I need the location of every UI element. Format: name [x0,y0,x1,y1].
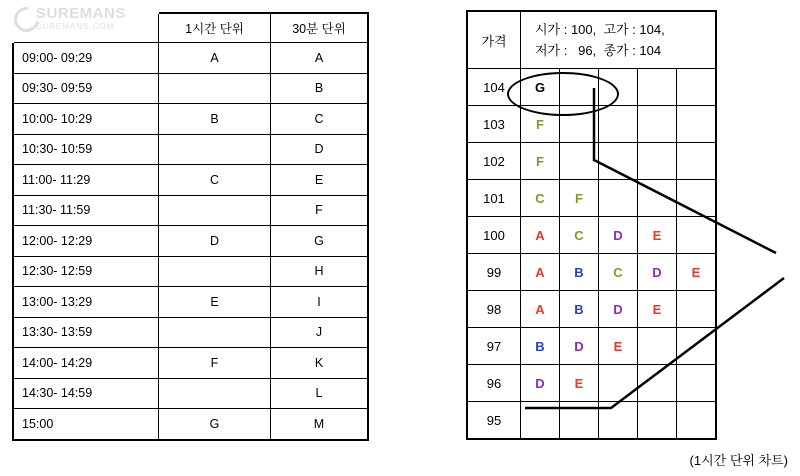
price-letter-cell [677,291,717,328]
time-range-cell: 14:00- 14:29 [13,348,159,379]
price-letter-cell [677,217,717,254]
table-row [467,402,716,440]
half-hour-unit-cell: K [271,348,369,379]
price-letter-cell: G [521,69,560,106]
price-letter-cell [599,365,638,402]
time-range-cell: 14:30- 14:59 [13,378,159,409]
price-letter-cell [560,106,599,143]
price-letter-cell: B [560,254,599,291]
hour-unit-cell: G [159,409,271,440]
time-range-cell: 13:30- 13:59 [13,317,159,348]
ohlc-info-line-1: 시가 : 100, 고가 : 104, [535,22,665,37]
price-letter-cell [677,106,717,143]
price-letter-cell: E [677,254,717,291]
price-letter-cell: D [599,291,638,328]
price-label-cell: 103 [467,106,521,143]
price-letter-cell [599,106,638,143]
time-table-header-half: 30분 단위 [271,13,369,43]
hour-unit-cell [159,317,271,348]
table-row [13,104,368,135]
price-letter-cell [638,328,677,365]
time-range-cell: 11:30- 11:59 [13,195,159,226]
price-letter-cell: D [638,254,677,291]
price-label-cell: 97 [467,328,521,365]
price-letter-cell: D [560,328,599,365]
table-row [13,317,368,348]
half-hour-unit-cell: L [271,378,369,409]
time-range-cell: 10:30- 10:59 [13,134,159,165]
time-unit-table [12,12,369,441]
time-range-cell: 09:00- 09:29 [13,43,159,74]
price-label-cell: 95 [467,402,521,440]
time-range-cell: 12:00- 12:29 [13,226,159,257]
chart-caption: (1시간 단위 차트) [689,453,788,468]
price-letter-cell [599,180,638,217]
price-letter-cell: F [521,106,560,143]
price-letter-cell [638,143,677,180]
table-row [13,134,368,165]
table-row [13,409,368,440]
hour-unit-cell: D [159,226,271,257]
price-letter-cell: A [521,254,560,291]
time-range-cell: 15:00 [13,409,159,440]
hour-unit-cell: B [159,104,271,135]
price-letter-cell [638,180,677,217]
price-letter-cell: F [521,143,560,180]
price-letter-cell: D [521,365,560,402]
price-label-cell: 99 [467,254,521,291]
price-letter-cell [560,402,599,440]
price-letter-cell: C [521,180,560,217]
half-hour-unit-cell: B [271,73,369,104]
price-header-cell: 가격 [467,11,521,69]
ohlc-info-cell [521,11,717,69]
ohlc-info-line-2: 저가 : 96, 종가 : 104 [535,43,662,58]
watermark-title: SUREMANS [36,5,126,22]
hour-unit-cell [159,256,271,287]
price-label-cell: 96 [467,365,521,402]
table-row [13,165,368,196]
hour-unit-cell: E [159,287,271,318]
table-row [467,217,716,254]
price-letter-cell: A [521,217,560,254]
price-label-cell: 102 [467,143,521,180]
time-table-header-row [13,13,368,43]
time-range-cell: 13:00- 13:29 [13,287,159,318]
hour-unit-cell [159,134,271,165]
time-range-cell: 12:30- 12:59 [13,256,159,287]
price-label-cell: 101 [467,180,521,217]
table-row [13,378,368,409]
price-letter-cell: C [599,254,638,291]
price-table-header-row [467,11,716,69]
hour-unit-cell: C [159,165,271,196]
price-letter-cell [638,365,677,402]
time-range-cell: 10:00- 10:29 [13,104,159,135]
table-row [13,43,368,74]
time-table-header-hour: 1시간 단위 [159,13,271,43]
half-hour-unit-cell: H [271,256,369,287]
half-hour-unit-cell: E [271,165,369,196]
price-letter-cell: E [599,328,638,365]
half-hour-unit-cell: G [271,226,369,257]
time-unit-table-panel [12,12,369,441]
price-letter-cell [599,143,638,180]
half-hour-unit-cell: D [271,134,369,165]
price-label-cell: 104 [467,69,521,106]
price-letter-cell: E [638,291,677,328]
price-letter-cell [638,402,677,440]
table-row [467,328,716,365]
hour-unit-cell [159,73,271,104]
watermark-subtitle: SUREMANS.COM [36,22,115,31]
price-chart-panel [466,10,788,470]
table-row [13,195,368,226]
half-hour-unit-cell: C [271,104,369,135]
time-range-cell: 11:00- 11:29 [13,165,159,196]
table-row [13,348,368,379]
table-row [467,291,716,328]
price-letter-cell [677,180,717,217]
price-letter-cell [638,106,677,143]
table-row [13,73,368,104]
half-hour-unit-cell: M [271,409,369,440]
price-letter-cell: B [560,291,599,328]
price-label-cell: 100 [467,217,521,254]
price-letter-cell [599,402,638,440]
half-hour-unit-cell: A [271,43,369,74]
price-letter-cell [677,328,717,365]
price-letter-cell: E [560,365,599,402]
price-letter-cell [677,69,717,106]
price-letter-cell [638,69,677,106]
table-row [467,106,716,143]
table-row [13,287,368,318]
price-label-cell: 98 [467,291,521,328]
half-hour-unit-cell: F [271,195,369,226]
price-letter-cell [677,402,717,440]
table-row [13,226,368,257]
price-letter-cell: C [560,217,599,254]
table-row [467,180,716,217]
price-letter-cell [521,402,560,440]
table-row [13,256,368,287]
time-range-cell: 09:30- 09:59 [13,73,159,104]
price-grid-table [466,10,717,440]
price-letter-cell [560,143,599,180]
price-letter-cell [677,143,717,180]
hour-unit-cell [159,378,271,409]
half-hour-unit-cell: I [271,287,369,318]
price-letter-cell [599,69,638,106]
price-letter-cell: A [521,291,560,328]
price-letter-cell [560,69,599,106]
hour-unit-cell: F [159,348,271,379]
price-letter-cell: B [521,328,560,365]
price-letter-cell [677,365,717,402]
price-letter-cell: F [560,180,599,217]
table-row [467,143,716,180]
price-letter-cell: E [638,217,677,254]
table-row [467,69,716,106]
price-letter-cell: D [599,217,638,254]
hour-unit-cell [159,195,271,226]
table-row [467,365,716,402]
hour-unit-cell: A [159,43,271,74]
half-hour-unit-cell: J [271,317,369,348]
time-table-header-blank [13,13,159,43]
table-row [467,254,716,291]
